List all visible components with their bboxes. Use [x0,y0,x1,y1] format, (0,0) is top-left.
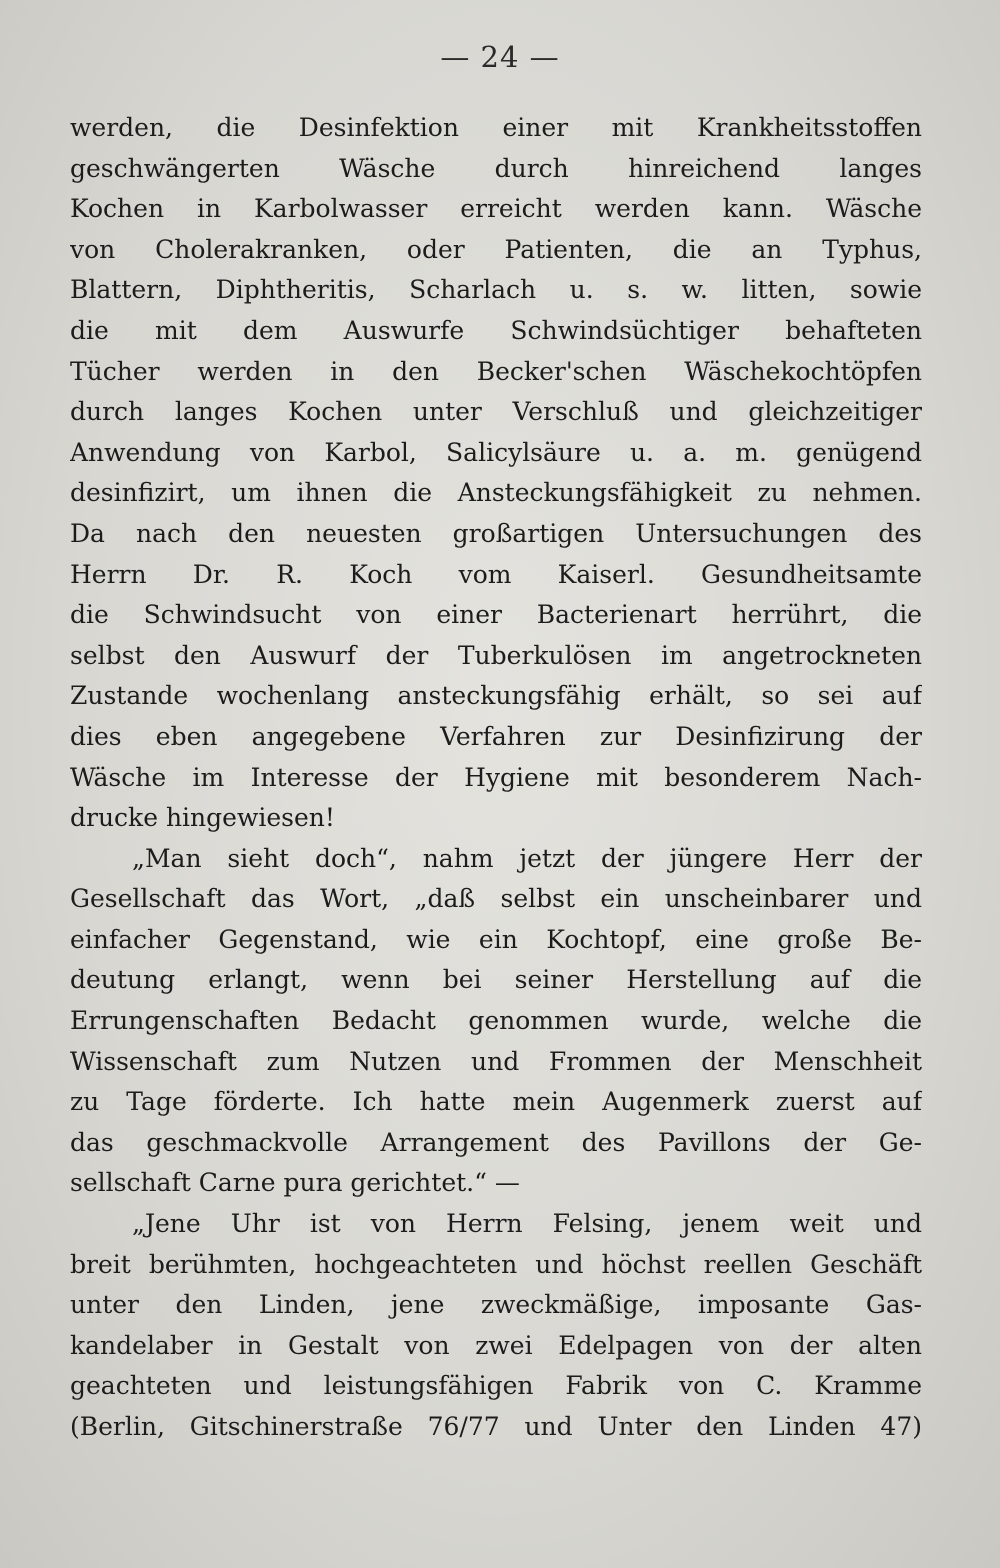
text-line: desinfizirt, um ihnen die Ansteckungsfähigkeit zu nehmen. [70,478,922,508]
text-line: dies eben angegebene Verfahren zur Desinfizirung der [70,721,922,751]
text-line: Da nach den neuesten großartigen Untersuchungen des [70,518,922,548]
text-line: (Berlin, Gitschinerstraße 76/77 und Unter den Linden 47) [70,1412,922,1441]
text-line: einfacher Gegenstand, wie ein Kochtopf, eine große Be- [70,924,922,954]
text-line-paragraph-end: drucke hingewiesen! [70,803,335,833]
text-line: zu Tage förderte. Ich hatte mein Augenmerk zuerst auf [70,1087,922,1117]
text-line: werden, die Desinfektion einer mit Krankheitsstoffen [70,113,922,142]
text-line: Tücher werden in den Becker'schen Wäschekochtöpfen [70,356,922,386]
text-line: die mit dem Auswurfe Schwindsüchtiger behafteten [70,315,922,345]
text-line: geachteten und leistungsfähigen Fabrik von C. Kramme [70,1371,922,1401]
text-line: selbst den Auswurf der Tuberkulösen im angetrockneten [70,640,922,670]
text-line: Kochen in Karbolwasser erreicht werden kann. Wäsche [70,194,922,224]
text-line: Anwendung von Karbol, Salicylsäure u. a. m. genügend [70,437,922,467]
text-line: von Cholerakranken, oder Patienten, die an Typhus, [70,234,922,264]
text-line: Wissenschaft zum Nutzen und Frommen der Menschheit [70,1046,922,1076]
body-text [70,108,922,1448]
text-line: Errungenschaften Bedacht genommen wurde, welche die [70,1006,922,1036]
text-line: geschwängerten Wäsche durch hinreichend langes [70,153,922,183]
text-line: das geschmackvolle Arrangement des Pavillons der Ge- [70,1127,922,1157]
page-number: — 24 — [440,40,560,74]
text-line: Blattern, Diphtheritis, Scharlach u. s. w. litten, sowie [70,275,922,305]
text-line: durch langes Kochen unter Verschluß und gleichzeitiger [70,397,922,427]
text-line: Wäsche im Interesse der Hygiene mit besonderem Nach- [70,762,922,792]
text-line: Herrn Dr. R. Koch vom Kaiserl. Gesundheitsamte [70,559,922,589]
text-line: kandelaber in Gestalt von zwei Edelpagen von der alten [70,1330,922,1360]
text-line-paragraph-start: „Jene Uhr ist von Herrn Felsing, jenem weit und [132,1209,922,1239]
text-line: deutung erlangt, wenn bei seiner Herstellung auf die [70,965,922,995]
text-line: breit berühmten, hochgeachteten und höchst reellen Geschäft [70,1249,922,1279]
text-line-paragraph-start: „Man sieht doch“, nahm jetzt der jüngere Herr der [132,843,922,873]
text-line: unter den Linden, jene zweckmäßige, imposante Gas- [70,1290,922,1320]
text-line: die Schwindsucht von einer Bacterienart herrührt, die [70,600,922,630]
text-line: Gesellschaft das Wort, „daß selbst ein unscheinbarer und [70,884,922,914]
text-line: Zustande wochenlang ansteckungsfähig erhält, so sei auf [70,681,922,711]
text-line-paragraph-end: sellschaft Carne pura gerichtet.“ — [70,1168,520,1198]
